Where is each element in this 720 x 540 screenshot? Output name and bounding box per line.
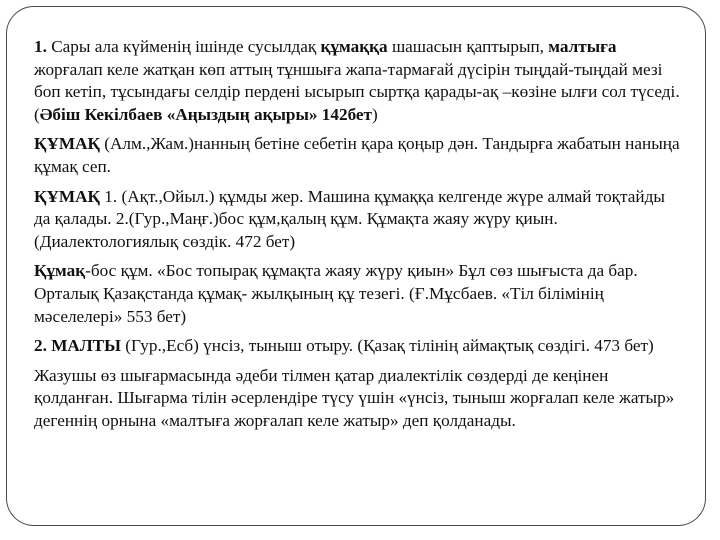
bold-text: Құмақ	[34, 261, 86, 281]
paragraph-qumaq-definition-2	[34, 186, 684, 254]
text-run: Жазушы өз шығармасында әдеби тілмен қатар диалектілік сөздерді де кеңінен қолданған. Шығарма тілін әсерлендіре түсу үшін «үнсіз, тыныш жорғалап келе жатыр» дегеннің орнына «малтыға жорғалап келе жатыр» деп қолданады.	[34, 365, 675, 430]
text-run: (Алм.,Жам.)нанның бетіне себетін қара қоңыр дән. Тандырға жабатын наныңа құмақ сеп.	[34, 134, 680, 176]
bold-text: Әбіш Кекілбаев «Аңыздың ақыры» 142бет	[39, 104, 373, 124]
text-body	[34, 36, 684, 440]
bold-text: 2. МАЛТЫ	[34, 336, 121, 356]
text-run: шашасын қаптырып,	[387, 37, 549, 56]
bold-text: ҚҰМАҚ	[34, 186, 100, 206]
paragraph-qumaq-definition-1	[34, 133, 684, 178]
paragraph-conclusion	[34, 365, 684, 433]
bold-text: 1.	[34, 37, 52, 56]
text-run: -бос құм. «Бос топырақ құмақта жаяу жүру қиын» Бұл сөз шығыста да бар. Орталық Қазақстанда құмақ- жылқының құ тезегі. (Ғ.Мұсбаев. «Тіл білімінің мәселелері» 553 бет)	[34, 261, 638, 326]
paragraph-quote	[34, 36, 684, 126]
text-run: Сары ала күйменің ішінде сусылдақ	[51, 37, 321, 56]
paragraph-qumaq-definition-3	[34, 260, 684, 328]
text-run: (Гур.,Есб) үнсіз, тыныш отыру. (Қазақ тілінің аймақтық сөздігі. 473 бет)	[120, 336, 654, 356]
paragraph-malty-definition	[34, 335, 684, 358]
text-run: жорғалап келе жатқан көп аттың тұншыға жапа-тармағай дүсірін тыңдай-тыңдай мезі боп кетіп, тұсындағы селдір пердені ысырып сыртқа қарады-ақ –көзіне ылғи сол түседі. (	[34, 59, 680, 124]
bold-text: ҚҰМАҚ	[34, 134, 100, 154]
text-run: 1. (Ақт.,Ойыл.) құмды жер. Машина құмаққа келгенде жүре алмай тоқтайды да қалады. 2.(Гур.,Маңғ.)бос құм,қалың құм. Құмақта жаяу жүру қиын.(Диалектологиялық сөздік. 472 бет)	[34, 186, 665, 251]
bold-text: құмаққа	[320, 37, 388, 56]
text-run: )	[372, 104, 378, 124]
bold-text: малтыға	[548, 37, 617, 56]
